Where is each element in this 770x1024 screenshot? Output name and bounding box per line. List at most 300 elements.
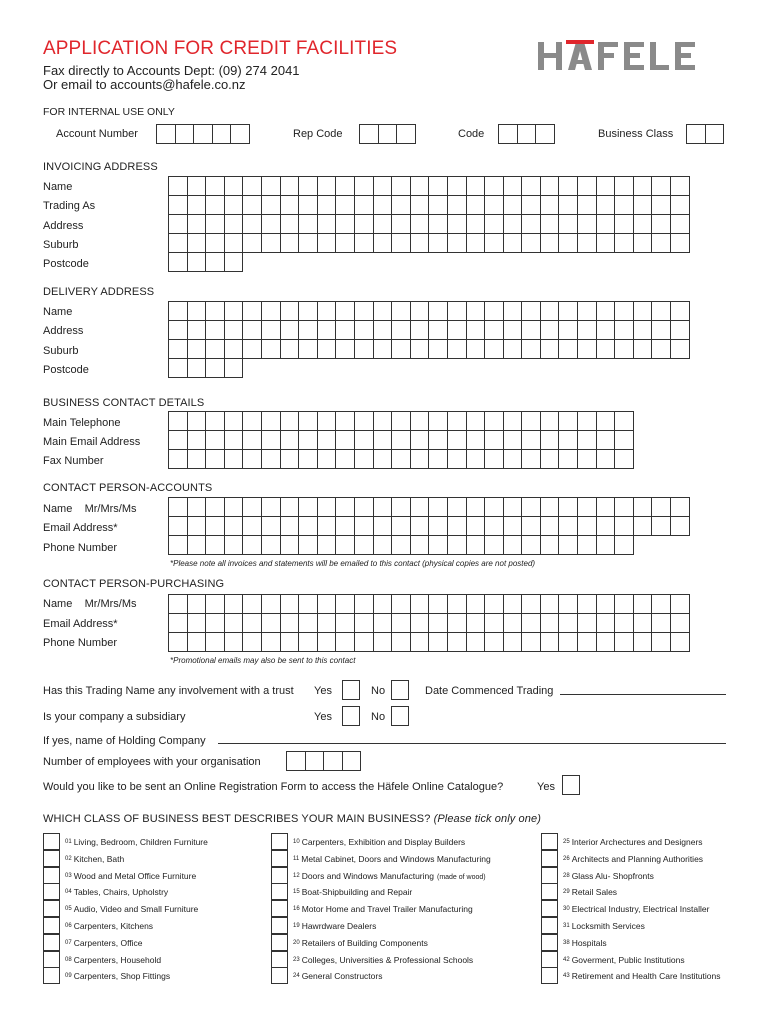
input-box[interactable] <box>633 497 653 517</box>
input-box[interactable] <box>670 632 690 652</box>
input-box[interactable] <box>540 301 560 321</box>
contact-accounts-name-boxes[interactable] <box>168 497 689 517</box>
input-box[interactable] <box>558 214 578 234</box>
input-box[interactable] <box>521 339 541 359</box>
delivery-address-boxes[interactable] <box>168 320 689 340</box>
input-box[interactable] <box>261 613 281 633</box>
input-box[interactable] <box>651 320 671 340</box>
input-box[interactable] <box>280 339 300 359</box>
input-box[interactable] <box>521 301 541 321</box>
input-box[interactable] <box>428 430 448 450</box>
input-box[interactable] <box>447 430 467 450</box>
input-box[interactable] <box>484 339 504 359</box>
input-box[interactable] <box>447 632 467 652</box>
input-box[interactable] <box>242 339 262 359</box>
input-box[interactable] <box>354 613 374 633</box>
input-box[interactable] <box>354 233 374 253</box>
input-box[interactable] <box>633 516 653 536</box>
input-box[interactable] <box>323 751 343 771</box>
input-box[interactable] <box>224 214 244 234</box>
business-class-checkbox-04[interactable] <box>43 883 60 900</box>
input-box[interactable] <box>503 497 523 517</box>
input-box[interactable] <box>391 516 411 536</box>
input-box[interactable] <box>540 594 560 614</box>
invoicing-name-boxes[interactable] <box>168 176 689 196</box>
business-class-checkbox-05[interactable] <box>43 900 60 917</box>
delivery-name-boxes[interactable] <box>168 301 689 321</box>
input-box[interactable] <box>540 214 560 234</box>
input-box[interactable] <box>428 535 448 555</box>
input-box[interactable] <box>503 301 523 321</box>
business-class-checkbox-01[interactable] <box>43 833 60 850</box>
input-box[interactable] <box>224 233 244 253</box>
input-box[interactable] <box>373 613 393 633</box>
input-box[interactable] <box>558 516 578 536</box>
input-box[interactable] <box>410 195 430 215</box>
input-box[interactable] <box>261 320 281 340</box>
input-box[interactable] <box>503 195 523 215</box>
input-box[interactable] <box>596 449 616 469</box>
input-box[interactable] <box>686 124 706 144</box>
input-box[interactable] <box>298 516 318 536</box>
input-box[interactable] <box>614 411 634 431</box>
input-box[interactable] <box>558 594 578 614</box>
input-box[interactable] <box>280 411 300 431</box>
input-box[interactable] <box>224 195 244 215</box>
input-box[interactable] <box>540 411 560 431</box>
input-box[interactable] <box>205 516 225 536</box>
business-class-checkbox-26[interactable] <box>541 850 558 867</box>
input-box[interactable] <box>614 430 634 450</box>
input-box[interactable] <box>577 613 597 633</box>
input-box[interactable] <box>335 320 355 340</box>
input-box[interactable] <box>503 430 523 450</box>
input-box[interactable] <box>354 535 374 555</box>
input-box[interactable] <box>484 176 504 196</box>
input-box[interactable] <box>205 214 225 234</box>
input-box[interactable] <box>354 301 374 321</box>
input-box[interactable] <box>535 124 555 144</box>
input-box[interactable] <box>354 516 374 536</box>
input-box[interactable] <box>614 516 634 536</box>
business-class-checkbox-43[interactable] <box>541 967 558 984</box>
input-box[interactable] <box>261 535 281 555</box>
fax-number-boxes[interactable] <box>168 449 633 469</box>
input-box[interactable] <box>503 613 523 633</box>
input-box[interactable] <box>651 301 671 321</box>
input-box[interactable] <box>261 449 281 469</box>
input-box[interactable] <box>242 214 262 234</box>
input-box[interactable] <box>521 320 541 340</box>
input-box[interactable] <box>168 339 188 359</box>
business-class-checkbox-19[interactable] <box>271 917 288 934</box>
input-box[interactable] <box>224 613 244 633</box>
business-class-checkbox-06[interactable] <box>43 917 60 934</box>
input-box[interactable] <box>614 195 634 215</box>
input-box[interactable] <box>168 535 188 555</box>
input-box[interactable] <box>187 339 207 359</box>
input-box[interactable] <box>261 233 281 253</box>
input-box[interactable] <box>298 411 318 431</box>
input-box[interactable] <box>484 613 504 633</box>
input-box[interactable] <box>484 411 504 431</box>
input-box[interactable] <box>521 214 541 234</box>
business-class-checkbox-30[interactable] <box>541 900 558 917</box>
input-box[interactable] <box>651 195 671 215</box>
input-box[interactable] <box>205 613 225 633</box>
business-class-checkbox-31[interactable] <box>541 917 558 934</box>
input-box[interactable] <box>540 195 560 215</box>
input-box[interactable] <box>503 339 523 359</box>
input-box[interactable] <box>224 320 244 340</box>
input-box[interactable] <box>242 535 262 555</box>
input-box[interactable] <box>373 320 393 340</box>
input-box[interactable] <box>466 411 486 431</box>
input-box[interactable] <box>466 632 486 652</box>
input-box[interactable] <box>484 594 504 614</box>
code-boxes[interactable] <box>498 124 554 144</box>
input-box[interactable] <box>540 233 560 253</box>
input-box[interactable] <box>428 214 448 234</box>
input-box[interactable] <box>428 320 448 340</box>
business-class-checkbox-09[interactable] <box>43 967 60 984</box>
input-box[interactable] <box>298 594 318 614</box>
input-box[interactable] <box>224 535 244 555</box>
input-box[interactable] <box>205 594 225 614</box>
input-box[interactable] <box>205 535 225 555</box>
input-box[interactable] <box>670 339 690 359</box>
input-box[interactable] <box>205 358 225 378</box>
input-box[interactable] <box>168 613 188 633</box>
input-box[interactable] <box>261 339 281 359</box>
input-box[interactable] <box>298 301 318 321</box>
input-box[interactable] <box>466 176 486 196</box>
input-box[interactable] <box>168 594 188 614</box>
input-box[interactable] <box>596 195 616 215</box>
input-box[interactable] <box>614 449 634 469</box>
input-box[interactable] <box>614 320 634 340</box>
business-class-checkbox-24[interactable] <box>271 967 288 984</box>
input-box[interactable] <box>354 195 374 215</box>
input-box[interactable] <box>317 214 337 234</box>
input-box[interactable] <box>540 497 560 517</box>
input-box[interactable] <box>651 176 671 196</box>
input-box[interactable] <box>540 613 560 633</box>
input-box[interactable] <box>447 497 467 517</box>
input-box[interactable] <box>466 594 486 614</box>
input-box[interactable] <box>503 632 523 652</box>
input-box[interactable] <box>614 176 634 196</box>
input-box[interactable] <box>373 195 393 215</box>
input-box[interactable] <box>596 411 616 431</box>
input-box[interactable] <box>577 594 597 614</box>
input-box[interactable] <box>317 430 337 450</box>
input-box[interactable] <box>373 411 393 431</box>
input-box[interactable] <box>670 214 690 234</box>
business-class-checkbox-42[interactable] <box>541 951 558 968</box>
input-box[interactable] <box>521 411 541 431</box>
input-box[interactable] <box>410 516 430 536</box>
input-box[interactable] <box>410 233 430 253</box>
business-class-checkbox-29[interactable] <box>541 883 558 900</box>
input-box[interactable] <box>596 233 616 253</box>
input-box[interactable] <box>373 594 393 614</box>
input-box[interactable] <box>596 632 616 652</box>
contact-purchasing-email-boxes[interactable] <box>168 613 689 633</box>
input-box[interactable] <box>540 320 560 340</box>
input-box[interactable] <box>373 516 393 536</box>
input-box[interactable] <box>503 233 523 253</box>
input-box[interactable] <box>317 301 337 321</box>
input-box[interactable] <box>391 339 411 359</box>
contact-purchasing-phone-boxes[interactable] <box>168 632 689 652</box>
business-class-checkbox-23[interactable] <box>271 951 288 968</box>
input-box[interactable] <box>335 214 355 234</box>
input-box[interactable] <box>335 497 355 517</box>
input-box[interactable] <box>521 594 541 614</box>
input-box[interactable] <box>705 124 725 144</box>
input-box[interactable] <box>298 430 318 450</box>
input-box[interactable] <box>410 214 430 234</box>
input-box[interactable] <box>410 632 430 652</box>
input-box[interactable] <box>354 430 374 450</box>
input-box[interactable] <box>205 195 225 215</box>
contact-accounts-email-boxes[interactable] <box>168 516 689 536</box>
input-box[interactable] <box>596 613 616 633</box>
input-box[interactable] <box>317 632 337 652</box>
input-box[interactable] <box>447 214 467 234</box>
input-box[interactable] <box>391 613 411 633</box>
input-box[interactable] <box>286 751 306 771</box>
input-box[interactable] <box>614 233 634 253</box>
input-box[interactable] <box>298 339 318 359</box>
input-box[interactable] <box>447 613 467 633</box>
input-box[interactable] <box>280 430 300 450</box>
input-box[interactable] <box>373 430 393 450</box>
input-box[interactable] <box>577 339 597 359</box>
input-box[interactable] <box>168 516 188 536</box>
input-box[interactable] <box>187 301 207 321</box>
input-box[interactable] <box>466 516 486 536</box>
input-box[interactable] <box>224 358 244 378</box>
input-box[interactable] <box>521 430 541 450</box>
input-box[interactable] <box>558 176 578 196</box>
input-box[interactable] <box>503 594 523 614</box>
input-box[interactable] <box>428 339 448 359</box>
input-box[interactable] <box>670 195 690 215</box>
input-box[interactable] <box>187 594 207 614</box>
input-box[interactable] <box>484 214 504 234</box>
input-box[interactable] <box>335 535 355 555</box>
input-box[interactable] <box>596 214 616 234</box>
input-box[interactable] <box>354 449 374 469</box>
input-box[interactable] <box>410 430 430 450</box>
invoicing-trading-as-boxes[interactable] <box>168 195 689 215</box>
input-box[interactable] <box>224 339 244 359</box>
input-box[interactable] <box>614 613 634 633</box>
input-box[interactable] <box>577 449 597 469</box>
input-box[interactable] <box>335 195 355 215</box>
input-box[interactable] <box>205 233 225 253</box>
input-box[interactable] <box>447 176 467 196</box>
input-box[interactable] <box>168 301 188 321</box>
input-box[interactable] <box>670 516 690 536</box>
business-class-checkbox-28[interactable] <box>541 867 558 884</box>
input-box[interactable] <box>335 516 355 536</box>
business-class-checkbox-08[interactable] <box>43 951 60 968</box>
input-box[interactable] <box>428 411 448 431</box>
input-box[interactable] <box>558 301 578 321</box>
input-box[interactable] <box>187 449 207 469</box>
input-box[interactable] <box>596 535 616 555</box>
input-box[interactable] <box>168 214 188 234</box>
input-box[interactable] <box>242 195 262 215</box>
input-box[interactable] <box>670 233 690 253</box>
input-box[interactable] <box>558 497 578 517</box>
input-box[interactable] <box>354 632 374 652</box>
input-box[interactable] <box>224 176 244 196</box>
input-box[interactable] <box>670 320 690 340</box>
input-box[interactable] <box>447 516 467 536</box>
input-box[interactable] <box>447 233 467 253</box>
input-box[interactable] <box>484 195 504 215</box>
input-box[interactable] <box>577 497 597 517</box>
input-box[interactable] <box>596 497 616 517</box>
input-box[interactable] <box>168 320 188 340</box>
input-box[interactable] <box>447 535 467 555</box>
input-box[interactable] <box>540 632 560 652</box>
input-box[interactable] <box>484 632 504 652</box>
input-box[interactable] <box>205 339 225 359</box>
input-box[interactable] <box>651 594 671 614</box>
input-box[interactable] <box>298 449 318 469</box>
input-box[interactable] <box>614 594 634 614</box>
input-box[interactable] <box>280 613 300 633</box>
input-box[interactable] <box>168 252 188 272</box>
input-box[interactable] <box>354 594 374 614</box>
input-box[interactable] <box>212 124 232 144</box>
input-box[interactable] <box>298 497 318 517</box>
business-class-checkbox-02[interactable] <box>43 850 60 867</box>
input-box[interactable] <box>298 535 318 555</box>
input-box[interactable] <box>242 516 262 536</box>
input-box[interactable] <box>205 430 225 450</box>
input-box[interactable] <box>410 449 430 469</box>
input-box[interactable] <box>242 301 262 321</box>
input-box[interactable] <box>187 358 207 378</box>
input-box[interactable] <box>373 497 393 517</box>
input-box[interactable] <box>558 535 578 555</box>
input-box[interactable] <box>521 535 541 555</box>
input-box[interactable] <box>484 516 504 536</box>
input-box[interactable] <box>577 535 597 555</box>
input-box[interactable] <box>280 233 300 253</box>
input-box[interactable] <box>335 301 355 321</box>
input-box[interactable] <box>540 176 560 196</box>
input-box[interactable] <box>317 339 337 359</box>
input-box[interactable] <box>187 411 207 431</box>
input-box[interactable] <box>335 339 355 359</box>
input-box[interactable] <box>596 430 616 450</box>
input-box[interactable] <box>373 214 393 234</box>
input-box[interactable] <box>280 535 300 555</box>
input-box[interactable] <box>280 497 300 517</box>
input-box[interactable] <box>224 449 244 469</box>
input-box[interactable] <box>651 233 671 253</box>
input-box[interactable] <box>298 632 318 652</box>
input-box[interactable] <box>558 411 578 431</box>
input-box[interactable] <box>596 516 616 536</box>
input-box[interactable] <box>391 632 411 652</box>
input-box[interactable] <box>335 613 355 633</box>
online-registration-yes-checkbox[interactable] <box>562 775 580 795</box>
input-box[interactable] <box>577 214 597 234</box>
input-box[interactable] <box>168 195 188 215</box>
input-box[interactable] <box>359 124 379 144</box>
input-box[interactable] <box>466 430 486 450</box>
input-box[interactable] <box>391 594 411 614</box>
input-box[interactable] <box>298 214 318 234</box>
input-box[interactable] <box>428 594 448 614</box>
input-box[interactable] <box>317 320 337 340</box>
subsidiary-yes-checkbox[interactable] <box>342 706 360 726</box>
input-box[interactable] <box>261 301 281 321</box>
business-class-checkbox-10[interactable] <box>271 833 288 850</box>
input-box[interactable] <box>187 497 207 517</box>
business-class-checkbox-15[interactable] <box>271 883 288 900</box>
input-box[interactable] <box>168 176 188 196</box>
contact-accounts-phone-boxes[interactable] <box>168 535 633 555</box>
employees-boxes[interactable] <box>286 751 360 771</box>
input-box[interactable] <box>261 214 281 234</box>
input-box[interactable] <box>391 195 411 215</box>
input-box[interactable] <box>670 301 690 321</box>
input-box[interactable] <box>261 195 281 215</box>
input-box[interactable] <box>410 594 430 614</box>
trust-no-checkbox[interactable] <box>391 680 409 700</box>
input-box[interactable] <box>205 176 225 196</box>
input-box[interactable] <box>354 320 374 340</box>
input-box[interactable] <box>280 214 300 234</box>
input-box[interactable] <box>156 124 176 144</box>
input-box[interactable] <box>633 176 653 196</box>
input-box[interactable] <box>354 176 374 196</box>
input-box[interactable] <box>540 449 560 469</box>
input-box[interactable] <box>651 613 671 633</box>
input-box[interactable] <box>187 430 207 450</box>
input-box[interactable] <box>614 632 634 652</box>
input-box[interactable] <box>503 449 523 469</box>
input-box[interactable] <box>484 535 504 555</box>
input-box[interactable] <box>168 497 188 517</box>
input-box[interactable] <box>317 449 337 469</box>
input-box[interactable] <box>242 233 262 253</box>
input-box[interactable] <box>410 320 430 340</box>
input-box[interactable] <box>614 497 634 517</box>
input-box[interactable] <box>484 497 504 517</box>
input-box[interactable] <box>466 613 486 633</box>
input-box[interactable] <box>298 613 318 633</box>
input-box[interactable] <box>242 613 262 633</box>
input-box[interactable] <box>577 516 597 536</box>
trust-yes-checkbox[interactable] <box>342 680 360 700</box>
input-box[interactable] <box>466 214 486 234</box>
input-box[interactable] <box>280 516 300 536</box>
input-box[interactable] <box>466 535 486 555</box>
input-box[interactable] <box>205 449 225 469</box>
input-box[interactable] <box>503 535 523 555</box>
invoicing-suburb-boxes[interactable] <box>168 233 689 253</box>
